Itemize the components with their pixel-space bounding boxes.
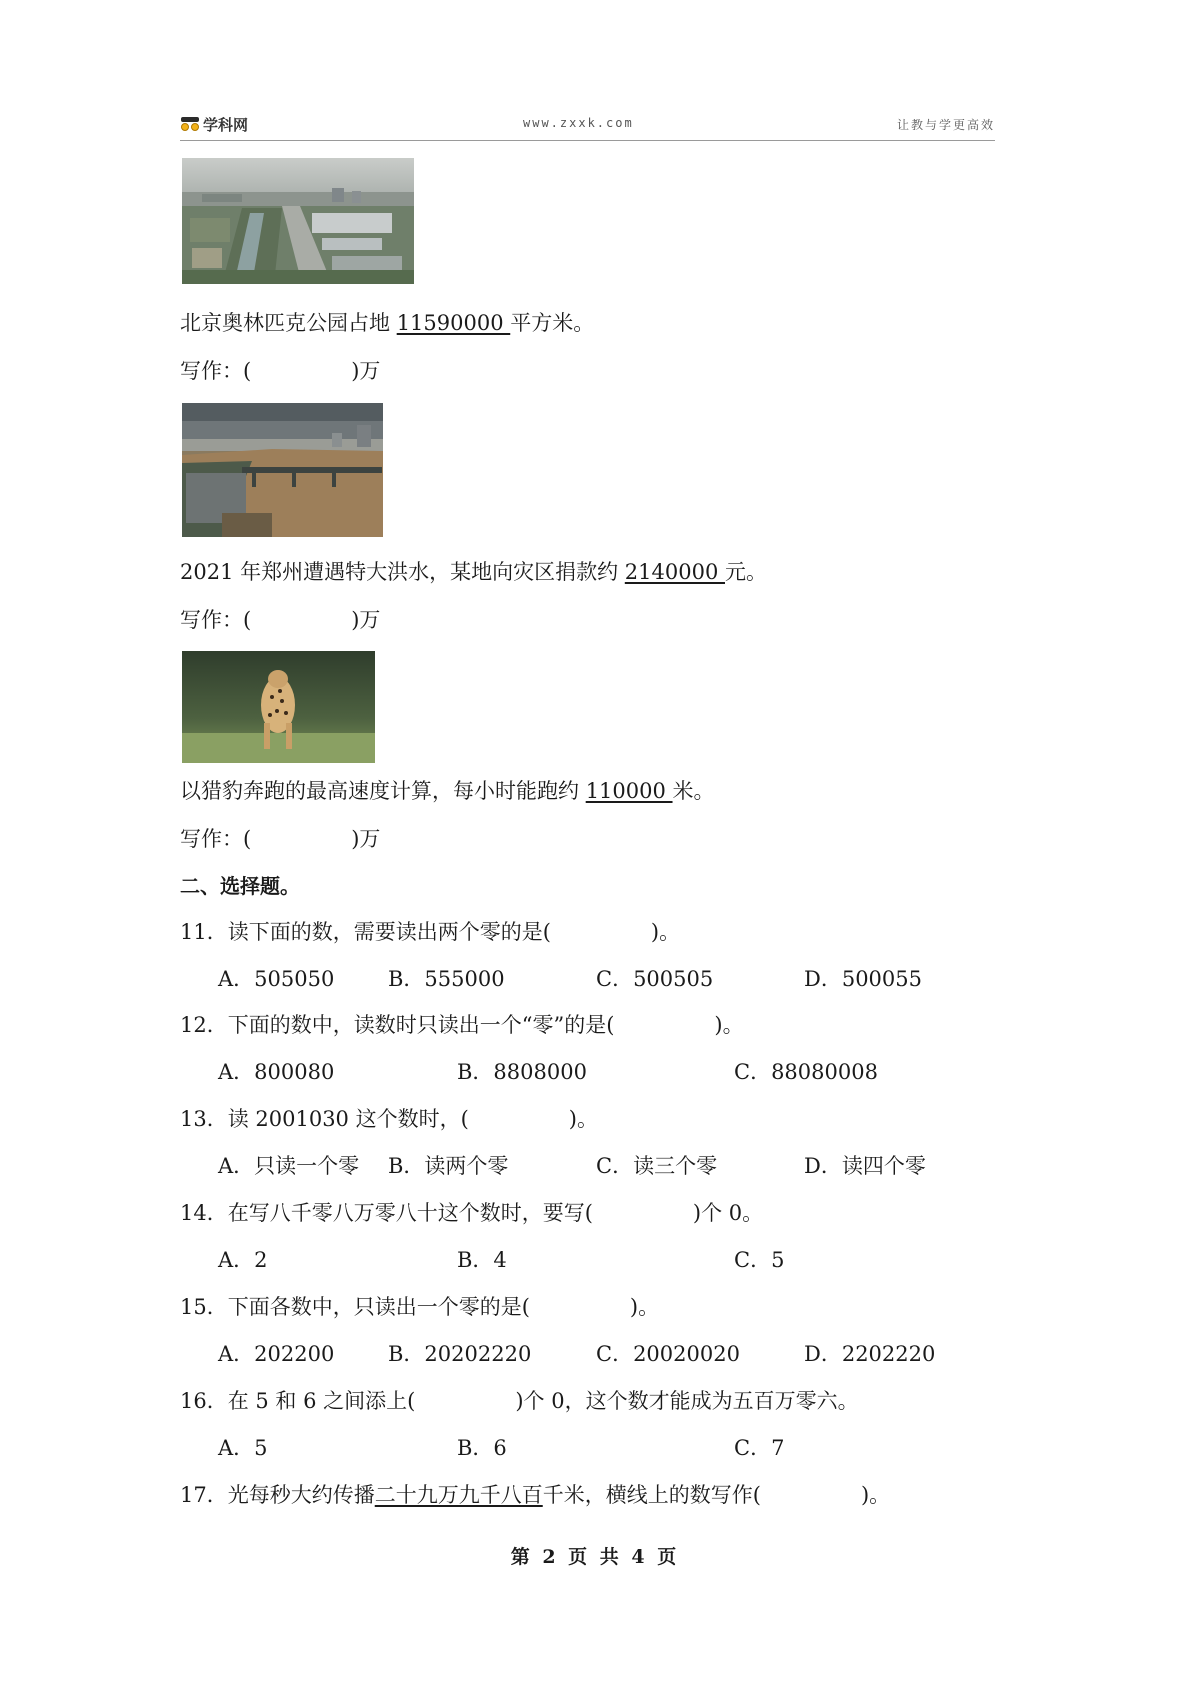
option-15-d[interactable]: D．2202220 (804, 1342, 936, 1366)
option-11-c[interactable]: C．500505 (596, 967, 714, 991)
item-2-sentence: 2021 年郑州遭遇特大洪水，某地向灾区捐款约 2140000 元。 (180, 560, 767, 584)
option-13-d[interactable]: D．读四个零 (804, 1154, 926, 1178)
question-13-stem: 13．读 2001030 这个数时，( )。 (180, 1107, 598, 1131)
page-header (180, 114, 995, 141)
option-13-c[interactable]: C．读三个零 (596, 1154, 718, 1178)
option-11-d[interactable]: D．500055 (804, 967, 923, 991)
flood-photo (182, 403, 383, 537)
section-title: 二、选择题。 (180, 874, 300, 898)
option-12-a[interactable]: A．800080 (218, 1060, 335, 1084)
question-11-stem: 11．读下面的数，需要读出两个零的是( )。 (180, 920, 681, 944)
olympic-park-photo (182, 158, 414, 284)
item-3-sentence: 以猎豹奔跑的最高速度计算，每小时能跑约 110000 米。 (180, 779, 715, 803)
option-14-c[interactable]: C．5 (734, 1248, 785, 1272)
option-16-b[interactable]: B．6 (457, 1436, 507, 1460)
question-12-stem: 12．下面的数中，读数时只读出一个“零”的是( )。 (180, 1013, 744, 1037)
question-16-stem: 16．在 5 和 6 之间添上( )个 0，这个数才能成为五百万零六。 (180, 1389, 859, 1413)
question-15-stem: 15．下面各数中，只读出一个零的是( )。 (180, 1295, 660, 1319)
item-3-write-blank[interactable]: 写作：( )万 (180, 827, 381, 851)
underlined-number: 2140000 (624, 560, 725, 584)
option-12-b[interactable]: B．8808000 (457, 1060, 587, 1084)
item-1-write-blank[interactable]: 写作：( )万 (180, 359, 381, 383)
brand-logo (180, 114, 248, 135)
option-15-c[interactable]: C．20020020 (596, 1342, 740, 1366)
item-2-write-blank[interactable]: 写作：( )万 (180, 608, 381, 632)
option-13-b[interactable]: B．读两个零 (388, 1154, 509, 1178)
cheetah-photo (182, 651, 375, 763)
option-11-b[interactable]: B．555000 (388, 967, 505, 991)
option-15-a[interactable]: A．202200 (218, 1342, 335, 1366)
option-13-a[interactable]: A．只读一个零 (218, 1154, 360, 1178)
underlined-phrase: 二十九万九千八百 (374, 1483, 543, 1507)
option-16-c[interactable]: C．7 (734, 1436, 785, 1460)
option-15-b[interactable]: B．20202220 (388, 1342, 532, 1366)
option-11-a[interactable]: A．505050 (218, 967, 335, 991)
option-14-a[interactable]: A．2 (218, 1248, 268, 1272)
logo-text: 学科网 (203, 116, 249, 134)
option-14-b[interactable]: B．4 (457, 1248, 507, 1272)
question-17-stem: 17．光每秒大约传播二十九万九千八百千米，横线上的数写作( )。 (180, 1483, 891, 1507)
option-12-c[interactable]: C．88080008 (734, 1060, 878, 1084)
page-number-footer: 第 2 页 共 4 页 (510, 1546, 680, 1568)
underlined-number: 11590000 (396, 311, 511, 335)
option-16-a[interactable]: A．5 (218, 1436, 268, 1460)
header-slogan: 让教与学更高效 (896, 118, 995, 132)
item-1-sentence: 北京奥林匹克公园占地 11590000 平方米。 (180, 311, 595, 335)
underlined-number: 110000 (585, 779, 673, 803)
owl-logo-icon (180, 117, 200, 133)
question-14-stem: 14．在写八千零八万零八十这个数时，要写( )个 0。 (180, 1201, 764, 1225)
site-url: www.zxxk.com (523, 116, 634, 130)
